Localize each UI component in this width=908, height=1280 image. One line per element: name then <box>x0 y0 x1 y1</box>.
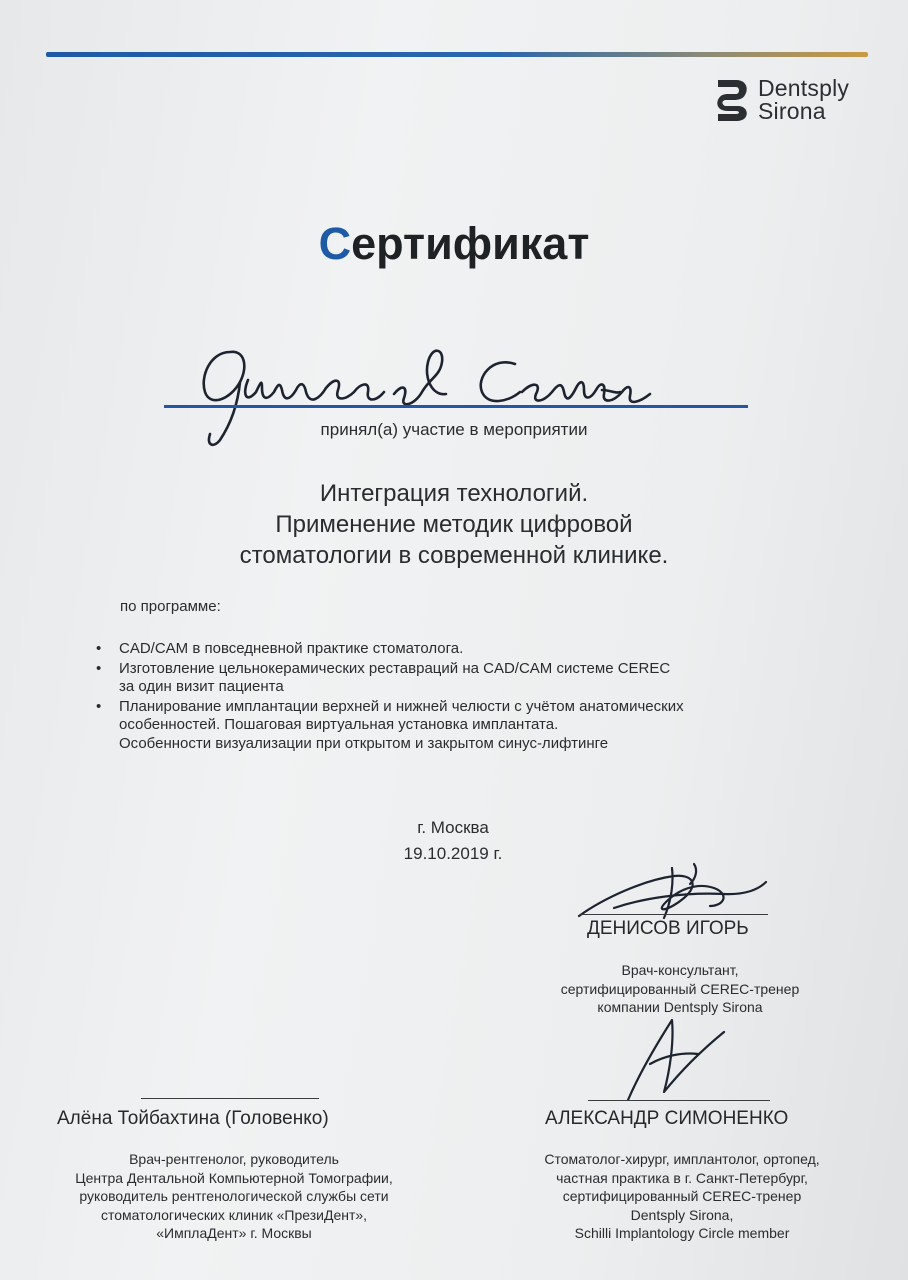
denisov-name: ДЕНИСОВ ИГОРЬ <box>587 918 749 939</box>
program-item-line: • CAD/CAM в повседневной практике стоматолога. <box>119 640 464 657</box>
top-gradient-bar <box>46 52 868 57</box>
program-item-line: за один визит пациента <box>119 678 284 695</box>
program-list <box>96 640 836 754</box>
brand-line-1: Dentsply <box>758 75 850 101</box>
simonenko-signature <box>620 1012 730 1104</box>
simonenko-role-line: частная практика в г. Санкт-Петербург, <box>556 1169 808 1186</box>
denisov-signature-line <box>580 914 768 915</box>
program-item-line: особенностей. Пошаговая виртуальная установка имплантата. <box>119 716 559 733</box>
program-item <box>96 640 836 659</box>
toybakhtina-role-line: руководитель рентгенологической службы сети <box>79 1188 389 1204</box>
brand-logo <box>716 76 876 126</box>
simonenko-role-line: Dentsply Sirona, <box>630 1206 734 1223</box>
denisov-role <box>520 961 840 1017</box>
simonenko-name: АЛЕКСАНДР СИМОНЕНКО <box>545 1108 789 1129</box>
denisov-role-line: компании Dentsply Sirona <box>597 999 763 1015</box>
denisov-role-line: Врач-консультант, <box>621 962 739 978</box>
event-title-line: Интеграция технологий. <box>319 480 589 507</box>
simonenko-role-line: Schilli Implantology Circle member <box>574 1225 790 1241</box>
program-item <box>96 698 836 754</box>
toybakhtina-role <box>24 1150 444 1243</box>
program-item-line: • Планирование имплантации верхней и нижней челюсти с учётом анатомических <box>119 697 684 715</box>
dentsply-sirona-logo-mark <box>716 78 750 122</box>
certificate-title <box>0 218 908 270</box>
program-item <box>96 660 836 697</box>
date: 19.10.2019 г. <box>403 844 503 863</box>
simonenko-role <box>504 1150 860 1243</box>
participation-text: принял(а) участие в мероприятии <box>320 420 588 439</box>
program-item-line: Особенности визуализации при открытом и закрытом синус-лифтинге <box>119 734 609 752</box>
toybakhtina-role-line: стоматологических клиник «ПрезиДент», <box>100 1206 368 1223</box>
simonenko-role-line: сертифицированный CEREC-тренер <box>562 1188 802 1204</box>
denisov-role-line: сертифицированный CEREC-тренер <box>560 980 800 997</box>
program-label: по программе: <box>120 598 221 615</box>
recipient-name-underline <box>164 405 748 408</box>
event-title <box>0 478 908 571</box>
recipient-handwritten-name <box>170 322 670 462</box>
title-rest: ертификат <box>351 218 590 269</box>
toybakhtina-role-line: Центра Дентальной Компьютерной Томографии, <box>75 1169 393 1186</box>
toybakhtina-signature-line <box>141 1098 319 1099</box>
event-title-line: Применение методик цифровой <box>275 511 633 538</box>
toybakhtina-role-line: «ИмплаДент» г. Москвы <box>156 1225 312 1241</box>
program-item-line: • Изготовление цельнокерамических реставраций на CAD/CAM системе CEREC <box>119 659 671 677</box>
city: г. Москва <box>417 818 489 837</box>
brand-line-2: Sirona <box>758 98 826 124</box>
place-and-date <box>360 815 546 867</box>
brand-name <box>758 77 849 123</box>
toybakhtina-name: Алёна Тойбахтина (Головенко) <box>57 1108 329 1129</box>
simonenko-role-line: Стоматолог-хирург, имплантолог, ортопед, <box>544 1151 820 1167</box>
simonenko-signature-line <box>588 1100 770 1101</box>
event-title-line: стоматологии в современной клинике. <box>239 542 669 569</box>
title-first-letter: С <box>318 218 352 269</box>
toybakhtina-role-line: Врач-рентгенолог, руководитель <box>129 1151 339 1167</box>
